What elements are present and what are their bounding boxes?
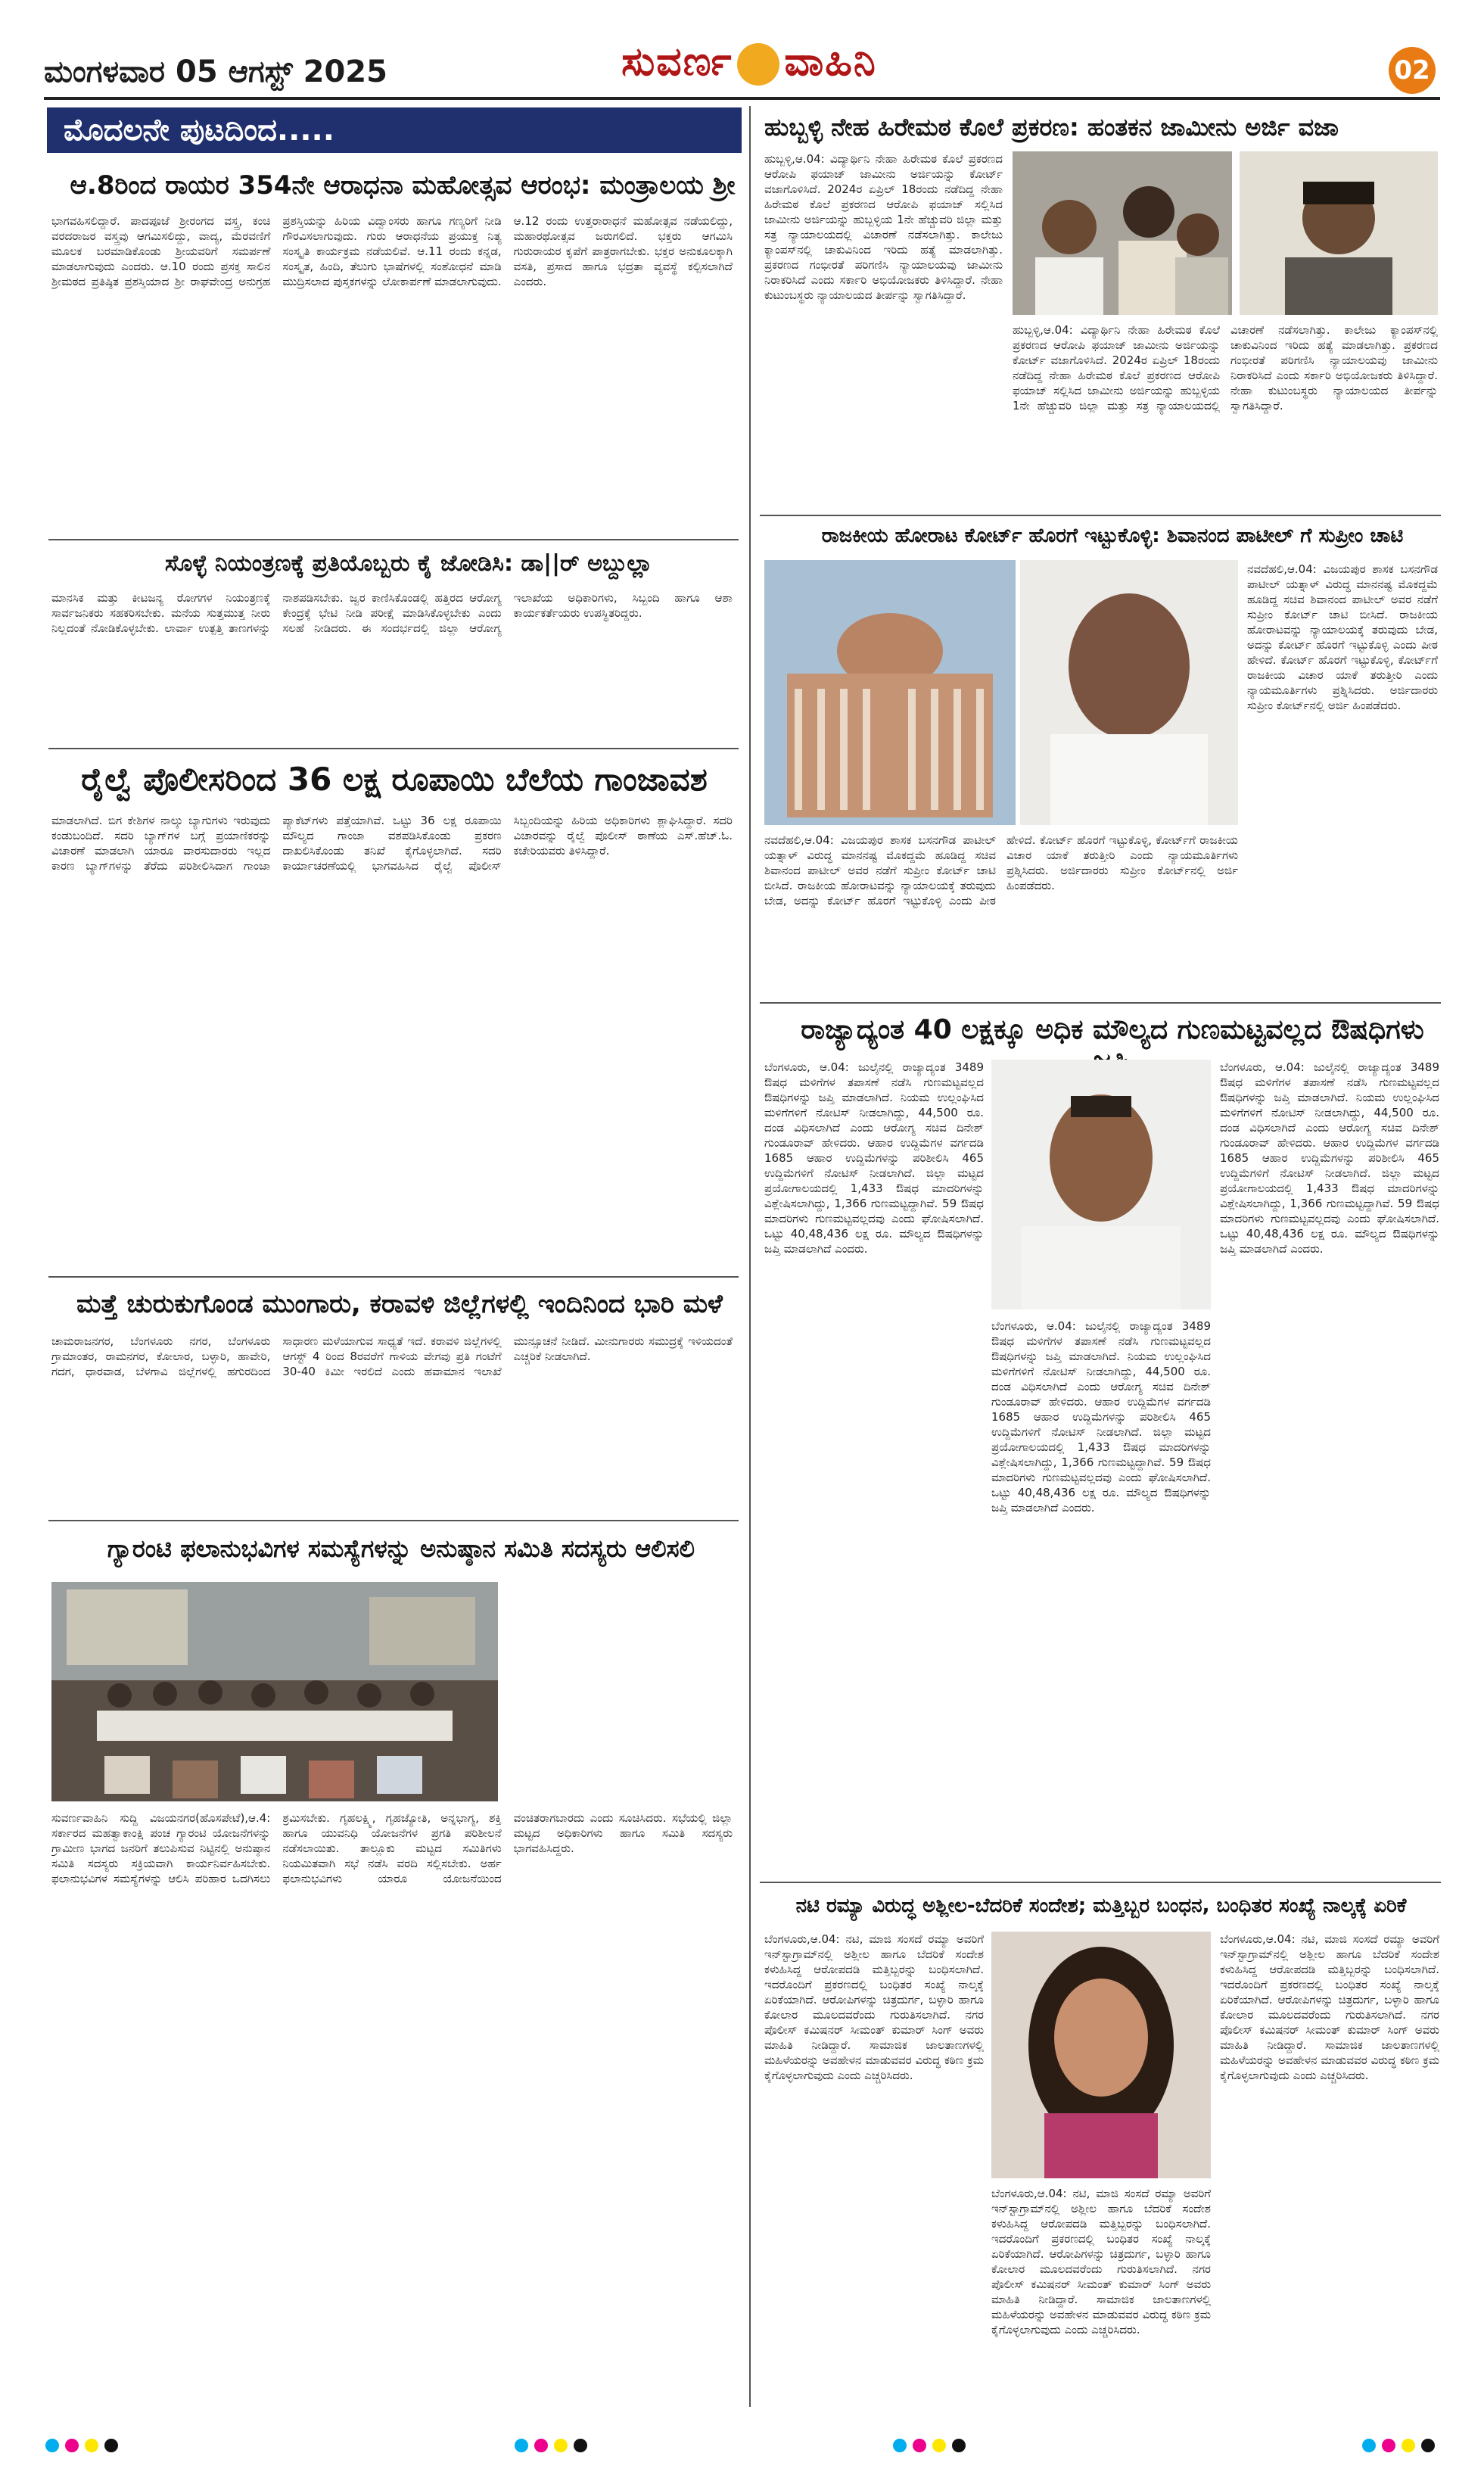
cyan-dot bbox=[45, 2439, 59, 2452]
yellow-dot bbox=[554, 2439, 568, 2452]
article-8-body-mid: ಬೆಂಗಳೂರು, ಆ.04: ಜುಲೈನಲ್ಲಿ ರಾಜ್ಯಾದ್ಯಂತ 3489 ಔಷಧ ಮಳಿಗೆಗಳ ತಪಾಸಣೆ ನಡೆಸಿ ಗುಣಮಟ್ಟವಲ್ಲದ ಔಷಧಿಗಳನ್ನು ಜಪ್ತಿ ಮಾಡಲಾಗಿದೆ. ನಿಯಮ ಉಲ್ಲಂಘಿಸಿದ ಮಳಿಗೆಗಳಿಗೆ ನೋಟಿಸ್ ನೀಡಲಾಗಿದ್ದು, 44,500 ರೂ. ದಂಡ ವಿಧಿಸಲಾಗಿದೆ ಎಂದು ಆರೋಗ್ಯ ಸಚಿವ ದಿನೇಶ್ ಗುಂಡೂರಾವ್ ಹೇಳಿದರು. ಆಹಾರ ಉದ್ದಿಮೆಗಳ ವರ್ಗದಡಿ 1685 ಆಹಾರ ಉದ್ದಿಮೆಗಳನ್ನು ಪರಿಶೀಲಿಸಿ 465 ಉದ್ದಿಮೆಗಳಿಗೆ ನೋಟಿಸ್ ನೀಡಲಾಗಿದೆ. ಜಿಲ್ಲಾ ಮಟ್ಟದ ಪ್ರಯೋಗಾಲಯದಲ್ಲಿ 1,433 ಔಷಧ ಮಾದರಿಗಳನ್ನು ವಿಶ್ಲೇಷಿಸಲಾಗಿದ್ದು, 1,366 ಗುಣಮಟ್ಟದ್ದಾಗಿವೆ. 59 ಔಷಧ ಮಾದರಿಗಳು ಗುಣಮಟ್ಟವಲ್ಲದವು ಎಂದು ಘೋಷಿಸಲಾಗಿದೆ. ಒಟ್ಟು 40,48,436 ಲಕ್ಷ ರೂ. ಮೌಲ್ಯದ ಔಷಧಿಗಳನ್ನು ಜಪ್ತಿ ಮಾಡಲಾಗಿದೆ ಎಂದರು. bbox=[991, 1319, 1211, 1515]
article-9-body-left: ಬೆಂಗಳೂರು,ಆ.04: ನಟಿ, ಮಾಜಿ ಸಂಸದೆ ರಮ್ಯಾ ಅವರಿಗೆ ಇನ್‌ಸ್ಟಾಗ್ರಾಮ್‌ನಲ್ಲಿ ಅಶ್ಲೀಲ ಹಾಗೂ ಬೆದರಿಕೆ ಸಂದೇಶ ಕಳುಹಿಸಿದ್ದ ಆರೋಪದಡಿ ಮತ್ತಿಬ್ಬರನ್ನು ಬಂಧಿಸಲಾಗಿದೆ. ಇದರೊಂದಿಗೆ ಪ್ರಕರಣದಲ್ಲಿ ಬಂಧಿತರ ಸಂಖ್ಯೆ ನಾಲ್ಕಕ್ಕೆ ಏರಿಕೆಯಾಗಿದೆ. ಆರೋಪಿಗಳನ್ನು ಚಿತ್ರದುರ್ಗ, ಬಳ್ಳಾರಿ ಹಾಗೂ ಕೋಲಾರ ಮೂಲದವರೆಂದು ಗುರುತಿಸಲಾಗಿದೆ. ನಗರ ಪೊಲೀಸ್ ಕಮಿಷನರ್ ಸೀಮಂತ್ ಕುಮಾರ್ ಸಿಂಗ್ ಅವರು ಮಾಹಿತಿ ನೀಡಿದ್ದಾರೆ. ಸಾಮಾಜಿಕ ಜಾಲತಾಣಗಳಲ್ಲಿ ಮಹಿಳೆಯರನ್ನು ಅವಹೇಳನ ಮಾಡುವವರ ವಿರುದ್ಧ ಕಠಿಣ ಕ್ರಮ ಕೈಗೊಳ್ಳಲಾಗುವುದು ಎಂದು ಎಚ್ಚರಿಸಿದರು. bbox=[764, 1932, 984, 2082]
ramya-photo bbox=[991, 1932, 1211, 2178]
article-1-body: ಭಾಗವಹಿಸಲಿದ್ದಾರೆ. ಪಾದಪೂಜೆ ಶ್ರೀರಂಗದ ವಸ್ತ್ರ, ಕಂಚಿ ವರದರಾಜರ ವಸ್ತ್ರವು ಆಗಮಿಸಲಿದ್ದು, ವಾದ್ಯ, ಮೆರವಣಿಗೆ ಮೂಲಕ ಬರಮಾಡಿಕೊಂಡು ಶ್ರೀಯವರಿಗೆ ಸಮರ್ಪಣೆ ಮಾಡಲಾಗುವುದು ಎಂದರು. ಆ.10 ರಂದು ಪ್ರಸಕ್ತ ಸಾಲಿನ ಶ್ರೀಮಠದ ಪ್ರತಿಷ್ಠಿತ ಪ್ರಶಸ್ತಿಯಾದ ಶ್ರೀ ರಾಘವೇಂದ್ರ ಅನುಗ್ರಹ ಪ್ರಶಸ್ತಿಯನ್ನು ಹಿರಿಯ ವಿದ್ವಾಂಸರು ಹಾಗೂ ಗಣ್ಯರಿಗೆ ನೀಡಿ ಗೌರವಿಸಲಾಗುವುದು. ಗುರು ಆರಾಧನೆಯ ಪ್ರಯುಕ್ತ ನಿತ್ಯ ಸಂಸ್ಕೃತಿ ಕಾರ್ಯಕ್ರಮ ನಡೆಯಲಿವೆ. ಆ.11 ರಂದು ಕನ್ನಡ, ಸಂಸ್ಕೃತ, ಹಿಂದಿ, ತೆಲುಗು ಭಾಷೆಗಳಲ್ಲಿ ಸಂಶೋಧನೆ ಮಾಡಿ ಮುದ್ರಿಸಲಾದ ಪುಸ್ತಕಗಳನ್ನು ಲೋಕಾರ್ಪಣೆ ಮಾಡಲಾಗುವುದು. ಆ.12 ರಂದು ಉತ್ತರಾರಾಧನೆ ಮಹೋತ್ಸವ ನಡೆಯಲಿದ್ದು, ಮಹಾರಥೋತ್ಸವ ಜರುಗಲಿದೆ. ಭಕ್ತರು ಆಗಮಿಸಿ ಗುರುರಾಯರ ಕೃಪೆಗೆ ಪಾತ್ರರಾಗಬೇಕು. ಭಕ್ತರ ಅನುಕೂಲಕ್ಕಾಗಿ ವಸತಿ, ಪ್ರಸಾದ ಹಾಗೂ ಭದ್ರತಾ ವ್ಯವಸ್ಥೆ ಕಲ್ಪಿಸಲಾಗಿದೆ ಎಂದರು. bbox=[51, 214, 733, 288]
supreme-court-graphic bbox=[764, 560, 1016, 825]
accused-photo-graphic bbox=[1240, 151, 1438, 315]
black-dot bbox=[104, 2439, 118, 2452]
meeting-photo-graphic bbox=[51, 1582, 498, 1801]
actress-photo-graphic bbox=[991, 1932, 1211, 2178]
divider bbox=[760, 1002, 1441, 1004]
cyan-dot bbox=[893, 2439, 907, 2452]
minister-photo bbox=[991, 1060, 1211, 1309]
article-7-headline: ರಾಜಕೀಯ ಹೋರಾಟ ಕೋರ್ಟ್ ಹೊರಗೆ ಇಟ್ಟುಕೊಳ್ಳಿ: ಶಿವಾನಂದ ಪಾಟೀಲ್ ಗೆ ಸುಪ್ರೀಂ ಚಾಟಿ bbox=[821, 525, 1404, 547]
article-2-headline: ಸೊಳ್ಳೆ ನಿಯಂತ್ರಣಕ್ಕೆ ಪ್ರತಿಯೊಬ್ಬರು ಕೈ ಜೋಡಿಸಿ: ಡಾ||ರ್ ಅಬ್ದುಲ್ಲಾ bbox=[164, 550, 653, 577]
cyan-dot bbox=[1362, 2439, 1376, 2452]
masthead-right: ವಾಹಿನಿ bbox=[784, 39, 877, 85]
print-registration-marks bbox=[0, 2421, 1484, 2472]
divider bbox=[760, 1882, 1441, 1883]
article-3-headline: ರೈಲ್ವೆ ಪೊಲೀಸರಿಂದ 36 ಲಕ್ಷ ರೂಪಾಯಿ ಬೆಲೆಯ ಗಾಂಜಾವಶ bbox=[81, 761, 708, 798]
article-4-body: ಚಾಮರಾಜನಗರ, ಬೆಂಗಳೂರು ನಗರ, ಬೆಂಗಳೂರು ಗ್ರಾಮಾಂತರ, ರಾಮನಗರ, ಕೋಲಾರ, ಬಳ್ಳಾರಿ, ಹಾವೇರಿ, ಗದಗ, ಧಾರವಾಡ, ಬೆಳಗಾವಿ ಜಿಲ್ಲೆಗಳಲ್ಲಿ ಹಗುರದಿಂದ ಸಾಧಾರಣ ಮಳೆಯಾಗುವ ಸಾಧ್ಯತೆ ಇದೆ. ಕರಾವಳಿ ಜಿಲ್ಲೆಗಳಲ್ಲಿ ಆಗಸ್ಟ್ 4 ರಿಂದ 8ರವರೆಗೆ ಗಾಳಿಯ ವೇಗವು ಪ್ರತಿ ಗಂಟೆಗೆ 30-40 ಕಿಮೀ ಇರಲಿದೆ ಎಂದು ಹವಾಮಾನ ಇಲಾಖೆ ಮುನ್ಸೂಚನೆ ನೀಡಿದೆ. ಮೀನುಗಾರರು ಸಮುದ್ರಕ್ಕೆ ಇಳಿಯದಂತೆ ಎಚ್ಚರಿಕೆ ನೀಡಲಾಗಿದೆ. bbox=[51, 1334, 733, 1378]
magenta-dot bbox=[913, 2439, 926, 2452]
sun-logo-icon bbox=[737, 43, 779, 86]
article-8-body-left: ಬೆಂಗಳೂರು, ಆ.04: ಜುಲೈನಲ್ಲಿ ರಾಜ್ಯಾದ್ಯಂತ 3489 ಔಷಧ ಮಳಿಗೆಗಳ ತಪಾಸಣೆ ನಡೆಸಿ ಗುಣಮಟ್ಟವಲ್ಲದ ಔಷಧಿಗಳನ್ನು ಜಪ್ತಿ ಮಾಡಲಾಗಿದೆ. ನಿಯಮ ಉಲ್ಲಂಘಿಸಿದ ಮಳಿಗೆಗಳಿಗೆ ನೋಟಿಸ್ ನೀಡಲಾಗಿದ್ದು, 44,500 ರೂ. ದಂಡ ವಿಧಿಸಲಾಗಿದೆ ಎಂದು ಆರೋಗ್ಯ ಸಚಿವ ದಿನೇಶ್ ಗುಂಡೂರಾವ್ ಹೇಳಿದರು. ಆಹಾರ ಉದ್ದಿಮೆಗಳ ವರ್ಗದಡಿ 1685 ಆಹಾರ ಉದ್ದಿಮೆಗಳನ್ನು ಪರಿಶೀಲಿಸಿ 465 ಉದ್ದಿಮೆಗಳಿಗೆ ನೋಟಿಸ್ ನೀಡಲಾಗಿದೆ. ಜಿಲ್ಲಾ ಮಟ್ಟದ ಪ್ರಯೋಗಾಲಯದಲ್ಲಿ 1,433 ಔಷಧ ಮಾದರಿಗಳನ್ನು ವಿಶ್ಲೇಷಿಸಲಾಗಿದ್ದು, 1,366 ಗುಣಮಟ್ಟದ್ದಾಗಿವೆ. 59 ಔಷಧ ಮಾದರಿಗಳು ಗುಣಮಟ್ಟವಲ್ಲದವು ಎಂದು ಘೋಷಿಸಲಾಗಿದೆ. ಒಟ್ಟು 40,48,436 ಲಕ್ಷ ರೂ. ಮೌಲ್ಯದ ಔಷಧಿಗಳನ್ನು ಜಪ್ತಿ ಮಾಡಲಾಗಿದೆ ಎಂದರು. bbox=[764, 1060, 984, 1256]
article-6-headline: ಹುಬ್ಬಳ್ಳಿ ನೇಹ ಹಿರೇಮಠ ಕೊಲೆ ಪ್ರಕರಣ: ಹಂತಕನ ಜಾಮೀನು ಅರ್ಜಿ ವಜಾ bbox=[764, 113, 1339, 142]
black-dot bbox=[952, 2439, 966, 2452]
neha-family-photo bbox=[1013, 151, 1232, 315]
article-2-body: ಮಾನಸಿಕ ಮತ್ತು ಕೀಟಜನ್ಯ ರೋಗಗಳ ನಿಯಂತ್ರಣಕ್ಕೆ ಸಾರ್ವಜನಿಕರು ಸಹಕರಿಸಬೇಕು. ಮನೆಯ ಸುತ್ತಮುತ್ತ ನೀರು ನಿಲ್ಲದಂತೆ ನೋಡಿಕೊಳ್ಳಬೇಕು. ಲಾರ್ವಾ ಉತ್ಪತ್ತಿ ತಾಣಗಳನ್ನು ನಾಶಪಡಿಸಬೇಕು. ಜ್ವರ ಕಾಣಿಸಿಕೊಂಡಲ್ಲಿ ಹತ್ತಿರದ ಆರೋಗ್ಯ ಕೇಂದ್ರಕ್ಕೆ ಭೇಟಿ ನೀಡಿ ಪರೀಕ್ಷೆ ಮಾಡಿಸಿಕೊಳ್ಳಬೇಕು ಎಂದು ಸಲಹೆ ನೀಡಿದರು. ಈ ಸಂದರ್ಭದಲ್ಲಿ ಜಿಲ್ಲಾ ಆರೋಗ್ಯ ಇಲಾಖೆಯ ಅಧಿಕಾರಿಗಳು, ಸಿಬ್ಬಂದಿ ಹಾಗೂ ಆಶಾ ಕಾರ್ಯಕರ್ತೆಯರು ಉಪಸ್ಥಿತರಿದ್ದರು. bbox=[51, 591, 733, 635]
column-divider bbox=[749, 106, 751, 2407]
politician-photo-graphic bbox=[1020, 560, 1238, 825]
accused-photo bbox=[1240, 151, 1438, 315]
article-6-body-bottom: ಹುಬ್ಬಳ್ಳಿ,ಆ.04: ವಿದ್ಯಾರ್ಥಿನಿ ನೇಹಾ ಹಿರೇಮಠ ಕೊಲೆ ಪ್ರಕರಣದ ಆರೋಪಿ ಫಯಾಜ್ ಜಾಮೀನು ಅರ್ಜಿಯನ್ನು ಕೋರ್ಟ್ ವಜಾಗೊಳಿಸಿದೆ. 2024ರ ಏಪ್ರಿಲ್ 18ರಂದು ನಡೆದಿದ್ದ ನೇಹಾ ಹಿರೇಮಠ ಕೊಲೆ ಪ್ರಕರಣದ ಆರೋಪಿ ಫಯಾಜ್ ಸಲ್ಲಿಸಿದ ಜಾಮೀನು ಅರ್ಜಿಯನ್ನು ಹುಬ್ಬಳ್ಳಿಯ 1ನೇ ಹೆಚ್ಚುವರಿ ಜಿಲ್ಲಾ ಮತ್ತು ಸತ್ರ ನ್ಯಾಯಾಲಯದಲ್ಲಿ ವಿಚಾರಣೆ ನಡೆಸಲಾಗಿತ್ತು. ಕಾಲೇಜು ಕ್ಯಾಂಪಸ್‌ನಲ್ಲಿ ಚಾಕುವಿನಿಂದ ಇರಿದು ಹತ್ಯೆ ಮಾಡಲಾಗಿತ್ತು. ಪ್ರಕರಣದ ಗಂಭೀರತೆ ಪರಿಗಣಿಸಿ ನ್ಯಾಯಾಲಯವು ಜಾಮೀನು ನಿರಾಕರಿಸಿದೆ ಎಂದು ಸರ್ಕಾರಿ ಅಭಿಯೋಜಕರು ತಿಳಿಸಿದ್ದಾರೆ. ನೇಹಾ ಕುಟುಂಬಸ್ಥರು ನ್ಯಾಯಾಲಯದ ತೀರ್ಪನ್ನು ಸ್ವಾಗತಿಸಿದ್ದಾರೆ. bbox=[1013, 323, 1438, 413]
page-number-badge: 02 bbox=[1389, 47, 1436, 94]
article-7-body-side: ನವದೆಹಲಿ,ಆ.04: ವಿಜಯಪುರ ಶಾಸಕ ಬಸನಗೌಡ ಪಾಟೀಲ್ ಯತ್ನಾಳ್ ವಿರುದ್ಧ ಮಾನನಷ್ಟ ಮೊಕದ್ದಮೆ ಹೂಡಿದ್ದ ಸಚಿವ ಶಿವಾನಂದ ಪಾಟೀಲ್ ಅವರ ನಡೆಗೆ ಸುಪ್ರೀಂ ಕೋರ್ಟ್ ಚಾಟಿ ಬೀಸಿದೆ. ರಾಜಕೀಯ ಹೋರಾಟವನ್ನು ನ್ಯಾಯಾಲಯಕ್ಕೆ ತರುವುದು ಬೇಡ, ಅದನ್ನು ಕೋರ್ಟ್ ಹೊರಗೆ ಇಟ್ಟುಕೊಳ್ಳಿ ಎಂದು ಪೀಠ ಹೇಳಿದೆ. ಕೋರ್ಟ್ ಹೊರಗೆ ಇಟ್ಟುಕೊಳ್ಳಿ, ಕೋರ್ಟ್‌ಗೆ ರಾಜಕೀಯ ವಿಚಾರ ಯಾಕೆ ತರುತ್ತೀರಿ ಎಂದು ನ್ಯಾಯಮೂರ್ತಿಗಳು ಪ್ರಶ್ನಿಸಿದರು. ಅರ್ಜಿದಾರರು ಸುಪ್ರೀಂ ಕೋರ್ಟ್‌ನಲ್ಲಿ ಅರ್ಜಿ ಹಿಂಪಡೆದರು. bbox=[1247, 562, 1438, 712]
color-dots-left bbox=[45, 2439, 118, 2452]
magenta-dot bbox=[65, 2439, 79, 2452]
black-dot bbox=[1421, 2439, 1435, 2452]
meeting-photo bbox=[51, 1582, 498, 1801]
divider bbox=[48, 539, 739, 540]
black-dot bbox=[574, 2439, 587, 2452]
article-5-headline: ಗ್ಯಾರಂಟಿ ಫಲಾನುಭವಿಗಳ ಸಮಸ್ಯೆಗಳನ್ನು ಅನುಷ್ಠಾನ ಸಮಿತಿ ಸದಸ್ಯರು ಆಲಿಸಲಿ bbox=[107, 1534, 695, 1563]
article-5-body: ಸುವರ್ಣವಾಹಿನಿ ಸುದ್ದಿ ವಿಜಯನಗರ(ಹೊಸಪೇಟೆ),ಆ.4: ಸರ್ಕಾರದ ಮಹತ್ವಾಕಾಂಕ್ಷಿ ಪಂಚ ಗ್ಯಾರಂಟಿ ಯೋಜನೆಗಳನ್ನು ಗ್ರಾಮೀಣ ಭಾಗದ ಜನರಿಗೆ ತಲುಪಿಸುವ ನಿಟ್ಟಿನಲ್ಲಿ ಅನುಷ್ಠಾನ ಸಮಿತಿ ಸದಸ್ಯರು ಸಕ್ರಿಯವಾಗಿ ಕಾರ್ಯನಿರ್ವಹಿಸಬೇಕು. ಫಲಾನುಭವಿಗಳ ಸಮಸ್ಯೆಗಳನ್ನು ಆಲಿಸಿ ಪರಿಹಾರ ಒದಗಿಸಲು ಶ್ರಮಿಸಬೇಕು. ಗೃಹಲಕ್ಷ್ಮಿ, ಗೃಹಜ್ಯೋತಿ, ಅನ್ನಭಾಗ್ಯ, ಶಕ್ತಿ ಹಾಗೂ ಯುವನಿಧಿ ಯೋಜನೆಗಳ ಪ್ರಗತಿ ಪರಿಶೀಲನೆ ನಡೆಸಲಾಯಿತು. ತಾಲ್ಲೂಕು ಮಟ್ಟದ ಸಮಿತಿಗಳು ನಿಯಮಿತವಾಗಿ ಸಭೆ ನಡೆಸಿ ವರದಿ ಸಲ್ಲಿಸಬೇಕು. ಅರ್ಹ ಫಲಾನುಭವಿಗಳು ಯಾರೂ ಯೋಜನೆಯಿಂದ ವಂಚಿತರಾಗಬಾರದು ಎಂದು ಸೂಚಿಸಿದರು. ಸಭೆಯಲ್ಲಿ ಜಿಲ್ಲಾ ಮಟ್ಟದ ಅಧಿಕಾರಿಗಳು ಹಾಗೂ ಸಮಿತಿ ಸದಸ್ಯರು ಭಾಗವಹಿಸಿದ್ದರು. bbox=[51, 1811, 733, 1885]
article-8-body-right: ಬೆಂಗಳೂರು, ಆ.04: ಜುಲೈನಲ್ಲಿ ರಾಜ್ಯಾದ್ಯಂತ 3489 ಔಷಧ ಮಳಿಗೆಗಳ ತಪಾಸಣೆ ನಡೆಸಿ ಗುಣಮಟ್ಟವಲ್ಲದ ಔಷಧಿಗಳನ್ನು ಜಪ್ತಿ ಮಾಡಲಾಗಿದೆ. ನಿಯಮ ಉಲ್ಲಂಘಿಸಿದ ಮಳಿಗೆಗಳಿಗೆ ನೋಟಿಸ್ ನೀಡಲಾಗಿದ್ದು, 44,500 ರೂ. ದಂಡ ವಿಧಿಸಲಾಗಿದೆ ಎಂದು ಆರೋಗ್ಯ ಸಚಿವ ದಿನೇಶ್ ಗುಂಡೂರಾವ್ ಹೇಳಿದರು. ಆಹಾರ ಉದ್ದಿಮೆಗಳ ವರ್ಗದಡಿ 1685 ಆಹಾರ ಉದ್ದಿಮೆಗಳನ್ನು ಪರಿಶೀಲಿಸಿ 465 ಉದ್ದಿಮೆಗಳಿಗೆ ನೋಟಿಸ್ ನೀಡಲಾಗಿದೆ. ಜಿಲ್ಲಾ ಮಟ್ಟದ ಪ್ರಯೋಗಾಲಯದಲ್ಲಿ 1,433 ಔಷಧ ಮಾದರಿಗಳನ್ನು ವಿಶ್ಲೇಷಿಸಲಾಗಿದ್ದು, 1,366 ಗುಣಮಟ್ಟದ್ದಾಗಿವೆ. 59 ಔಷಧ ಮಾದರಿಗಳು ಗುಣಮಟ್ಟವಲ್ಲದವು ಎಂದು ಘೋಷಿಸಲಾಗಿದೆ. ಒಟ್ಟು 40,48,436 ಲಕ್ಷ ರೂ. ಮೌಲ್ಯದ ಔಷಧಿಗಳನ್ನು ಜಪ್ತಿ ಮಾಡಲಾಗಿದೆ ಎಂದರು. bbox=[1220, 1060, 1439, 1256]
article-9-body-mid: ಬೆಂಗಳೂರು,ಆ.04: ನಟಿ, ಮಾಜಿ ಸಂಸದೆ ರಮ್ಯಾ ಅವರಿಗೆ ಇನ್‌ಸ್ಟಾಗ್ರಾಮ್‌ನಲ್ಲಿ ಅಶ್ಲೀಲ ಹಾಗೂ ಬೆದರಿಕೆ ಸಂದೇಶ ಕಳುಹಿಸಿದ್ದ ಆರೋಪದಡಿ ಮತ್ತಿಬ್ಬರನ್ನು ಬಂಧಿಸಲಾಗಿದೆ. ಇದರೊಂದಿಗೆ ಪ್ರಕರಣದಲ್ಲಿ ಬಂಧಿತರ ಸಂಖ್ಯೆ ನಾಲ್ಕಕ್ಕೆ ಏರಿಕೆಯಾಗಿದೆ. ಆರೋಪಿಗಳನ್ನು ಚಿತ್ರದುರ್ಗ, ಬಳ್ಳಾರಿ ಹಾಗೂ ಕೋಲಾರ ಮೂಲದವರೆಂದು ಗುರುತಿಸಲಾಗಿದೆ. ನಗರ ಪೊಲೀಸ್ ಕಮಿಷನರ್ ಸೀಮಂತ್ ಕುಮಾರ್ ಸಿಂಗ್ ಅವರು ಮಾಹಿತಿ ನೀಡಿದ್ದಾರೆ. ಸಾಮಾಜಿಕ ಜಾಲತಾಣಗಳಲ್ಲಿ ಮಹಿಳೆಯರನ್ನು ಅವಹೇಳನ ಮಾಡುವವರ ವಿರುದ್ಧ ಕಠಿಣ ಕ್ರಮ ಕೈಗೊಳ್ಳಲಾಗುವುದು ಎಂದು ಎಚ್ಚರಿಸಿದರು. bbox=[991, 2187, 1211, 2337]
article-8-headline: ರಾಜ್ಯಾದ್ಯಂತ 40 ಲಕ್ಷಕ್ಕೂ ಅಧಿಕ ಮೌಲ್ಯದ ಗುಣಮಟ್ಟವಲ್ಲದ ಔಷಧಿಗಳು bbox=[801, 1014, 1424, 1045]
divider bbox=[760, 515, 1441, 516]
family-photo-graphic bbox=[1013, 151, 1232, 315]
color-dots-center-right bbox=[893, 2439, 966, 2452]
yellow-dot bbox=[932, 2439, 946, 2452]
article-9-body-right: ಬೆಂಗಳೂರು,ಆ.04: ನಟಿ, ಮಾಜಿ ಸಂಸದೆ ರಮ್ಯಾ ಅವರಿಗೆ ಇನ್‌ಸ್ಟಾಗ್ರಾಮ್‌ನಲ್ಲಿ ಅಶ್ಲೀಲ ಹಾಗೂ ಬೆದರಿಕೆ ಸಂದೇಶ ಕಳುಹಿಸಿದ್ದ ಆರೋಪದಡಿ ಮತ್ತಿಬ್ಬರನ್ನು ಬಂಧಿಸಲಾಗಿದೆ. ಇದರೊಂದಿಗೆ ಪ್ರಕರಣದಲ್ಲಿ ಬಂಧಿತರ ಸಂಖ್ಯೆ ನಾಲ್ಕಕ್ಕೆ ಏರಿಕೆಯಾಗಿದೆ. ಆರೋಪಿಗಳನ್ನು ಚಿತ್ರದುರ್ಗ, ಬಳ್ಳಾರಿ ಹಾಗೂ ಕೋಲಾರ ಮೂಲದವರೆಂದು ಗುರುತಿಸಲಾಗಿದೆ. ನಗರ ಪೊಲೀಸ್ ಕಮಿಷನರ್ ಸೀಮಂತ್ ಕುಮಾರ್ ಸಿಂಗ್ ಅವರು ಮಾಹಿತಿ ನೀಡಿದ್ದಾರೆ. ಸಾಮಾಜಿಕ ಜಾಲತಾಣಗಳಲ್ಲಿ ಮಹಿಳೆಯರನ್ನು ಅವಹೇಳನ ಮಾಡುವವರ ವಿರುದ್ಧ ಕಠಿಣ ಕ್ರಮ ಕೈಗೊಳ್ಳಲಾಗುವುದು ಎಂದು ಎಚ್ಚರಿಸಿದರು. bbox=[1220, 1932, 1439, 2082]
yellow-dot bbox=[85, 2439, 98, 2452]
article-7-body: ನವದೆಹಲಿ,ಆ.04: ವಿಜಯಪುರ ಶಾಸಕ ಬಸನಗೌಡ ಪಾಟೀಲ್ ಯತ್ನಾಳ್ ವಿರುದ್ಧ ಮಾನನಷ್ಟ ಮೊಕದ್ದಮೆ ಹೂಡಿದ್ದ ಸಚಿವ ಶಿವಾನಂದ ಪಾಟೀಲ್ ಅವರ ನಡೆಗೆ ಸುಪ್ರೀಂ ಕೋರ್ಟ್ ಚಾಟಿ ಬೀಸಿದೆ. ರಾಜಕೀಯ ಹೋರಾಟವನ್ನು ನ್ಯಾಯಾಲಯಕ್ಕೆ ತರುವುದು ಬೇಡ, ಅದನ್ನು ಕೋರ್ಟ್ ಹೊರಗೆ ಇಟ್ಟುಕೊಳ್ಳಿ ಎಂದು ಪೀಠ ಹೇಳಿದೆ. ಕೋರ್ಟ್ ಹೊರಗೆ ಇಟ್ಟುಕೊಳ್ಳಿ, ಕೋರ್ಟ್‌ಗೆ ರಾಜಕೀಯ ವಿಚಾರ ಯಾಕೆ ತರುತ್ತೀರಿ ಎಂದು ನ್ಯಾಯಮೂರ್ತಿಗಳು ಪ್ರಶ್ನಿಸಿದರು. ಅರ್ಜಿದಾರರು ಸುಪ್ರೀಂ ಕೋರ್ಟ್‌ನಲ್ಲಿ ಅರ್ಜಿ ಹಿಂಪಡೆದರು. bbox=[764, 833, 1238, 908]
section-band: ಮೊದಲನೇ ಪುಟದಿಂದ..... bbox=[47, 107, 742, 153]
shivanand-patil-photo bbox=[1020, 560, 1238, 825]
article-3-body: ಮಾಡಲಾಗಿದೆ. ಬಿಗ ಕೇಶಿಗಳ ನಾಲ್ಕು ಬ್ಯಾಗುಗಳು ಇರುವುದು ಕಂಡುಬಂದಿದೆ. ಸದರಿ ಬ್ಯಾಗ್‌ಗಳ ಬಗ್ಗೆ ಪ್ರಯಾಣಿಕರನ್ನು ವಿಚಾರಣೆ ಮಾಡಲಾಗಿ ಯಾರೂ ವಾರಸುದಾರರು ಇಲ್ಲದ ಕಾರಣ ಬ್ಯಾಗ್‌ಗಳನ್ನು ತೆರೆದು ಪರಿಶೀಲಿಸಿದಾಗ ಗಾಂಜಾ ಪ್ಯಾಕೆಟ್‌ಗಳು ಪತ್ತೆಯಾಗಿವೆ. ಒಟ್ಟು 36 ಲಕ್ಷ ರೂಪಾಯಿ ಮೌಲ್ಯದ ಗಾಂಜಾ ವಶಪಡಿಸಿಕೊಂಡು ಪ್ರಕರಣ ದಾಖಲಿಸಿಕೊಂಡು ತನಿಖೆ ಕೈಗೊಳ್ಳಲಾಗಿದೆ. ಸದರಿ ಕಾರ್ಯಾಚರಣೆಯಲ್ಲಿ ಭಾಗವಹಿಸಿದ ರೈಲ್ವೆ ಪೊಲೀಸ್ ಸಿಬ್ಬಂದಿಯನ್ನು ಹಿರಿಯ ಅಧಿಕಾರಿಗಳು ಶ್ಲಾಘಿಸಿದ್ದಾರೆ. ಸದರಿ ವಿಚಾರವನ್ನು ರೈಲ್ವೆ ಪೊಲೀಸ್ ಠಾಣೆಯ ಎಸ್.ಹೆಚ್.ಓ. ಕಚೇರಿಯವರು ತಿಳಿಸಿದ್ದಾರೆ. bbox=[51, 814, 733, 873]
divider bbox=[48, 1520, 739, 1521]
minister-photo-graphic bbox=[991, 1060, 1211, 1309]
color-dots-right bbox=[1362, 2439, 1435, 2452]
yellow-dot bbox=[1402, 2439, 1415, 2452]
magenta-dot bbox=[1382, 2439, 1395, 2452]
masthead-logo bbox=[575, 39, 923, 92]
color-dots-center-left bbox=[515, 2439, 587, 2452]
article-4-headline: ಮತ್ತೆ ಚುರುಕುಗೊಂಡ ಮುಂಗಾರು, ಕರಾವಳಿ ಜಿಲ್ಲೆಗಳಲ್ಲಿ ಇಂದಿನಿಂದ ಭಾರಿ ಮಳೆ bbox=[76, 1289, 723, 1319]
header-rule bbox=[44, 97, 1440, 100]
article-9-headline: ನಟಿ ರಮ್ಯಾ ವಿರುದ್ಧ ಅಶ್ಲೀಲ-ಬೆದರಿಕೆ ಸಂದೇಶ; ಮತ್ತಿಬ್ಬರ ಬಂಧನ, ಬಂಧಿತರ ಸಂಖ್ಯೆ ನಾಲ್ಕಕ್ಕೆ ಏರಿಕೆ bbox=[795, 1894, 1407, 1917]
article-1-headline: ಆ.8ರಿಂದ ರಾಯರ 354ನೇ ಆರಾಧನಾ ಮಹೋತ್ಸವ ಆರಂಭ: ಮಂತ್ರಾಲಯ ಶ್ರೀ bbox=[70, 170, 736, 201]
cyan-dot bbox=[515, 2439, 528, 2452]
divider bbox=[48, 748, 739, 749]
divider bbox=[48, 1276, 739, 1278]
masthead-left: ಸುವರ್ಣ bbox=[621, 39, 733, 85]
magenta-dot bbox=[534, 2439, 548, 2452]
article-6-body-top: ಹುಬ್ಬಳ್ಳಿ,ಆ.04: ವಿದ್ಯಾರ್ಥಿನಿ ನೇಹಾ ಹಿರೇಮಠ ಕೊಲೆ ಪ್ರಕರಣದ ಆರೋಪಿ ಫಯಾಜ್ ಜಾಮೀನು ಅರ್ಜಿಯನ್ನು ಕೋರ್ಟ್ ವಜಾಗೊಳಿಸಿದೆ. 2024ರ ಏಪ್ರಿಲ್ 18ರಂದು ನಡೆದಿದ್ದ ನೇಹಾ ಹಿರೇಮಠ ಕೊಲೆ ಪ್ರಕರಣದ ಆರೋಪಿ ಫಯಾಜ್ ಸಲ್ಲಿಸಿದ ಜಾಮೀನು ಅರ್ಜಿಯನ್ನು ಹುಬ್ಬಳ್ಳಿಯ 1ನೇ ಹೆಚ್ಚುವರಿ ಜಿಲ್ಲಾ ಮತ್ತು ಸತ್ರ ನ್ಯಾಯಾಲಯದಲ್ಲಿ ವಿಚಾರಣೆ ನಡೆಸಲಾಗಿತ್ತು. ಕಾಲೇಜು ಕ್ಯಾಂಪಸ್‌ನಲ್ಲಿ ಚಾಕುವಿನಿಂದ ಇರಿದು ಹತ್ಯೆ ಮಾಡಲಾಗಿತ್ತು. ಪ್ರಕರಣದ ಗಂಭೀರತೆ ಪರಿಗಣಿಸಿ ನ್ಯಾಯಾಲಯವು ಜಾಮೀನು ನಿರಾಕರಿಸಿದೆ ಎಂದು ಸರ್ಕಾರಿ ಅಭಿಯೋಜಕರು ತಿಳಿಸಿದ್ದಾರೆ. ನೇಹಾ ಕುಟುಂಬಸ್ಥರು ನ್ಯಾಯಾಲಯದ ತೀರ್ಪನ್ನು ಸ್ವಾಗತಿಸಿದ್ದಾರೆ. bbox=[764, 152, 1003, 302]
supreme-court-photo bbox=[764, 560, 1016, 825]
edition-date: ಮಂಗಳವಾರ 05 ಆಗಸ್ಟ್ 2025 bbox=[44, 54, 387, 89]
